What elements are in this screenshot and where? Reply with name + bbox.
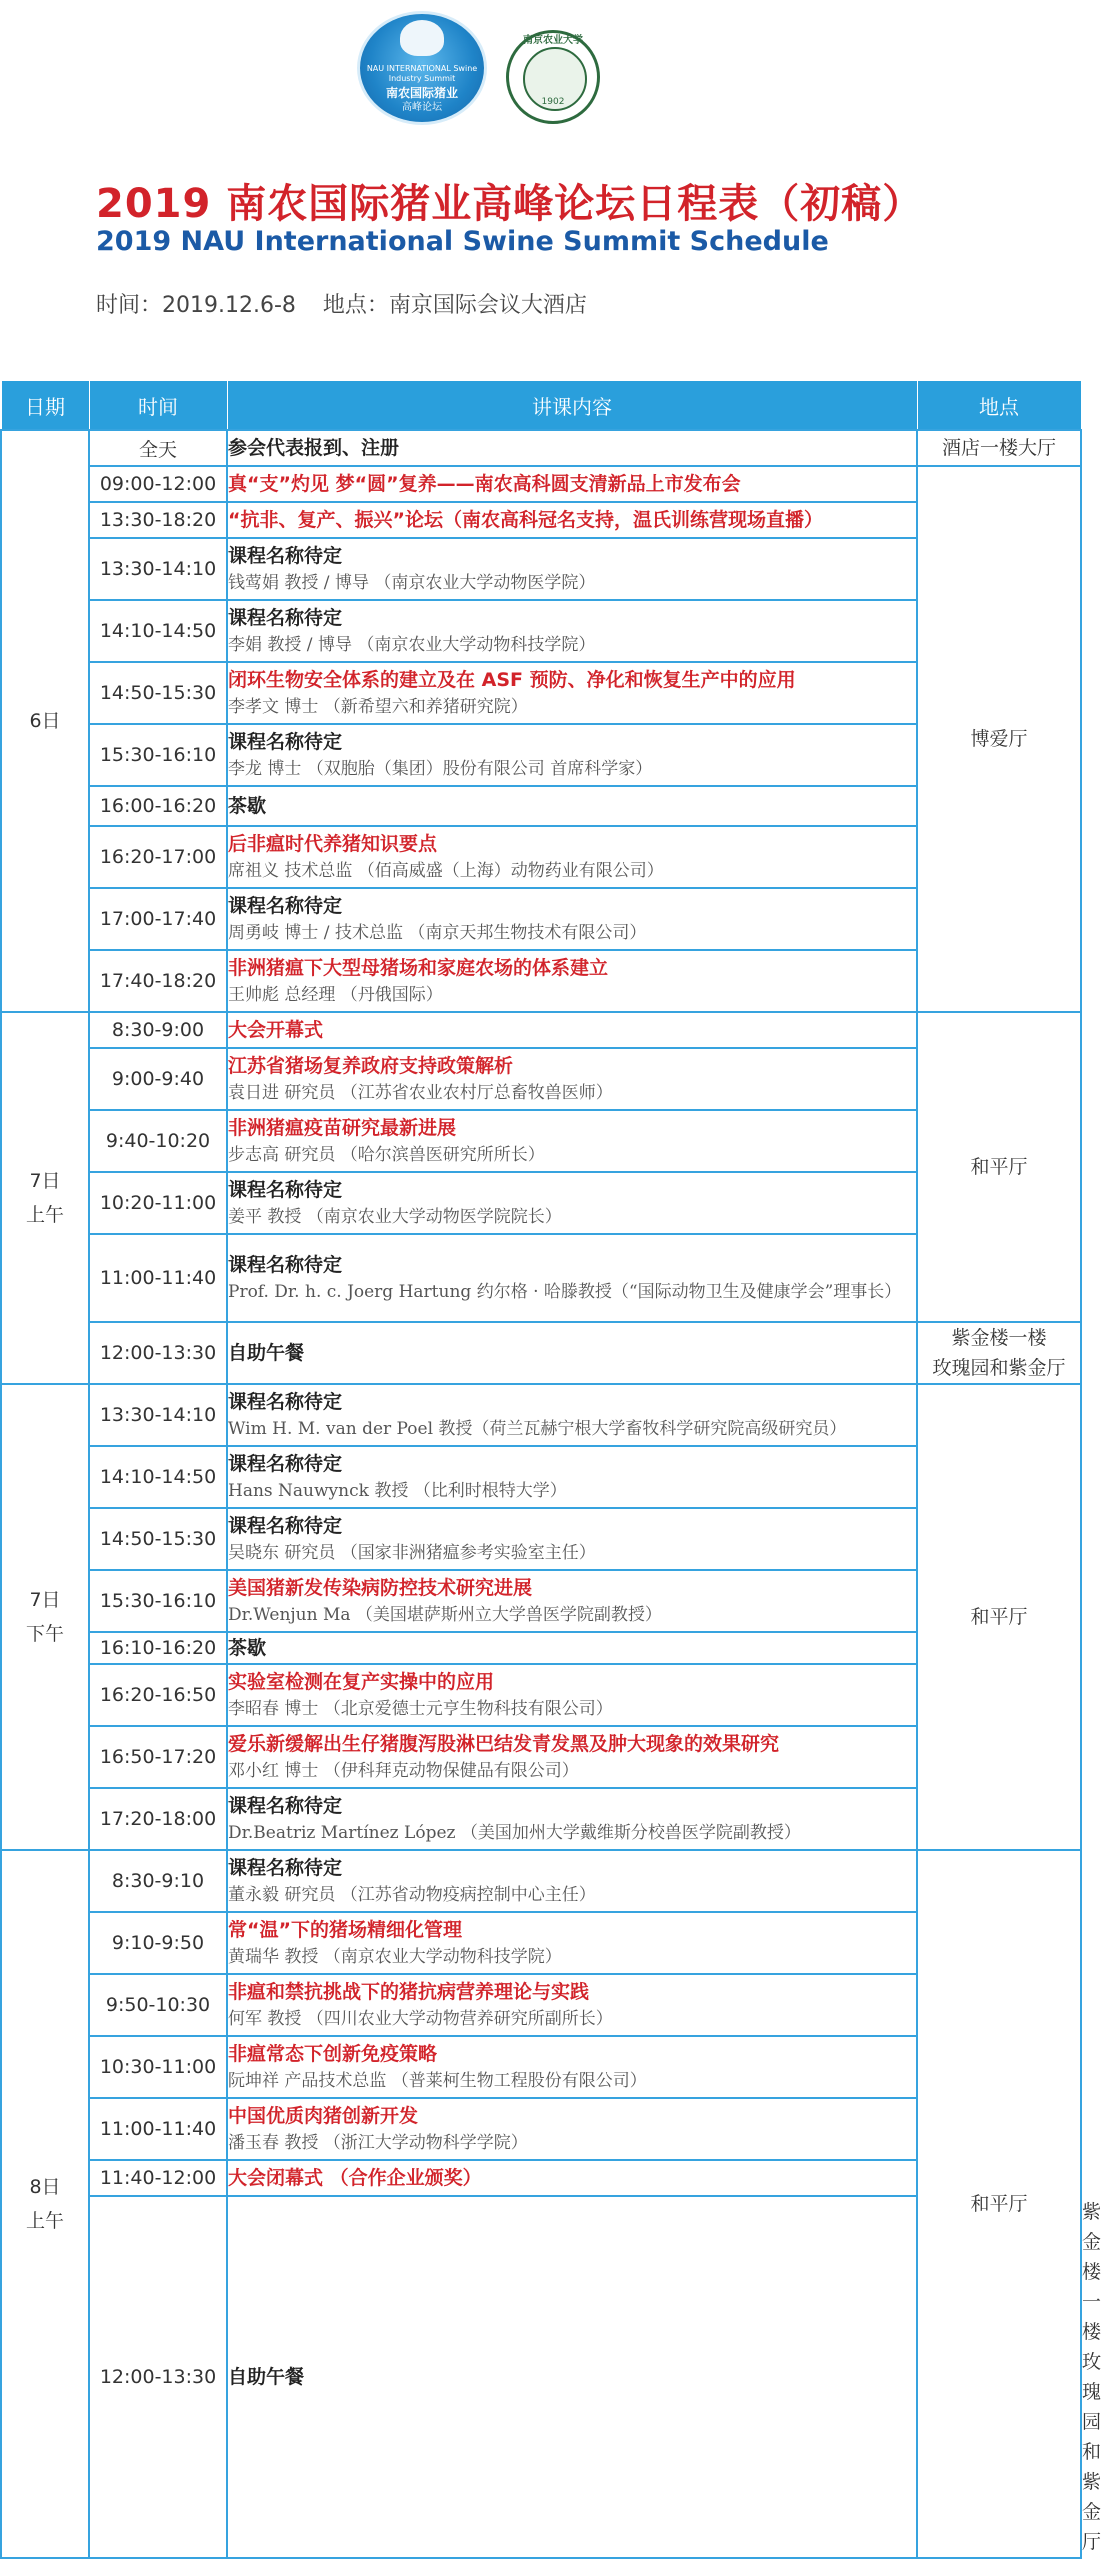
content-cell (227, 724, 917, 786)
content-cell (227, 2098, 917, 2160)
session-title: 课程名称待定 (228, 1254, 343, 1276)
session-title: 闭环生物安全体系的建立及在 ASF 预防、净化和恢复生产中的应用 (228, 669, 796, 691)
time-cell: 11:40-12:00 (89, 2160, 227, 2196)
session-title: 中国优质肉猪创新开发 (228, 2105, 419, 2127)
content-cell (227, 1048, 917, 1110)
session-title: 课程名称待定 (228, 1857, 343, 1879)
session-title: 课程名称待定 (228, 1795, 343, 1817)
time-cell: 17:40-18:20 (89, 950, 227, 1012)
time-cell: 14:10-14:50 (89, 1446, 227, 1508)
content-cell (227, 786, 917, 826)
time-cell: 11:00-11:40 (89, 2098, 227, 2160)
page-title: 2019 南农国际猪业高峰论坛日程表（初稿） (96, 181, 924, 227)
university-seal (506, 30, 600, 124)
speaker: 董永毅 研究员 （江苏省动物疫病控制中心主任） (228, 1885, 596, 1905)
content-cell (227, 2196, 917, 2558)
content-cell (227, 1322, 917, 1384)
session-title: 美国猪新发传染病防控技术研究进展 (228, 1577, 533, 1599)
content-cell (227, 950, 917, 1012)
content-cell (227, 1974, 917, 2036)
logo-area (0, 14, 1080, 124)
content-cell (227, 826, 917, 888)
summit-logo-cn-2: 高峰论坛 (402, 102, 442, 113)
session-title: 非洲猪瘟下大型母猪场和家庭农场的体系建立 (228, 957, 609, 979)
speaker: 吴晓东 研究员 （国家非洲猪瘟参考实验室主任） (228, 1543, 596, 1563)
time-cell: 15:30-16:10 (89, 724, 227, 786)
speaker: 李昭春 博士 （北京爱德士元亨生物科技有限公司） (228, 1699, 613, 1719)
place-cell: 和平厅 (917, 1850, 1081, 2558)
content-cell (227, 1012, 917, 1048)
speaker: 黄瑞华 教授 （南京农业大学动物科技学院） (228, 1947, 562, 1967)
speaker: Wim H. M. van der Poel 教授（荷兰瓦赫宁根大学畜牧科学研究院高级研究员） (228, 1419, 847, 1439)
date-cell: 7日 上午 (1, 1012, 89, 1384)
time-cell: 16:50-17:20 (89, 1726, 227, 1788)
pig-mascot-icon (400, 20, 444, 56)
session-title: 课程名称待定 (228, 1515, 343, 1537)
content-cell (227, 662, 917, 724)
time-cell: 9:50-10:30 (89, 1974, 227, 2036)
university-seal-year: 1902 (541, 97, 565, 107)
session-title: 江苏省猪场复养政府支持政策解析 (228, 1055, 514, 1077)
content-cell (227, 888, 917, 950)
content-cell (227, 1850, 917, 1912)
time-cell: 10:20-11:00 (89, 1172, 227, 1234)
speaker: Prof. Dr. h. c. Joerg Hartung 约尔格 · 哈滕教授（“国际动物卫生及健康学会”理事长） (228, 1282, 902, 1302)
time-cell: 14:50-15:30 (89, 1508, 227, 1570)
content-cell (227, 2160, 917, 2196)
speaker: 李娟 教授 / 博导 （南京农业大学动物科技学院） (228, 635, 596, 655)
place-cell: 和平厅 (917, 1384, 1081, 1850)
speaker: Dr.Beatriz Martínez López （美国加州大学戴维斯分校兽医学院副教授） (228, 1823, 801, 1843)
col-header-date: 日期 (1, 381, 89, 431)
event-time: 时间：2019.12.6-8 (96, 293, 296, 318)
date-cell: 6日 (1, 430, 89, 1012)
speaker: 席祖义 技术总监 （佰高威盛（上海）动物药业有限公司） (228, 861, 664, 881)
time-cell: 17:20-18:00 (89, 1788, 227, 1850)
date-cell: 7日 下午 (1, 1384, 89, 1850)
content-cell (227, 1508, 917, 1570)
content-cell (227, 1110, 917, 1172)
session-title: 实验室检测在复产实操中的应用 (228, 1671, 495, 1693)
table-header-row (1, 381, 1081, 431)
table-row (1, 466, 1081, 502)
speaker: 何军 教授 （四川农业大学动物营养研究所副所长） (228, 2009, 613, 2029)
time-cell: 10:30-11:00 (89, 2036, 227, 2098)
speaker: 阮坤祥 产品技术总监 （普莱柯生物工程股份有限公司） (228, 2071, 647, 2091)
session-title: 课程名称待定 (228, 1453, 343, 1475)
content-cell (227, 1788, 917, 1850)
content-cell (227, 1912, 917, 1974)
session-title: 自助午餐 (228, 2366, 305, 2388)
content-cell (227, 538, 917, 600)
content-cell (227, 1570, 917, 1632)
session-title: 参会代表报到、注册 (228, 437, 400, 459)
table-row (1, 430, 1081, 466)
session-title: 茶歇 (228, 1637, 267, 1659)
session-title: 非瘟常态下创新免疫策略 (228, 2043, 438, 2065)
col-header-content: 讲课内容 (227, 381, 917, 431)
session-title: 课程名称待定 (228, 1391, 343, 1413)
speaker: 钱莺娟 教授 / 博导 （南京农业大学动物医学院） (228, 573, 596, 593)
schedule-table (0, 380, 1101, 2559)
content-cell (227, 1664, 917, 1726)
time-cell: 16:10-16:20 (89, 1632, 227, 1664)
time-cell: 全天 (89, 430, 227, 466)
session-title: “抗非、复产、振兴”论坛（南农高科冠名支持，温氏训练营现场直播） (228, 509, 823, 531)
speaker: 袁日进 研究员 （江苏省农业农村厅总畜牧兽医师） (228, 1083, 613, 1103)
summit-logo-en: NAU INTERNATIONAL Swine Industry Summit (366, 64, 478, 83)
summit-logo-cn: 南农国际猪业 (385, 86, 458, 100)
time-cell: 17:00-17:40 (89, 888, 227, 950)
table-row (1, 1384, 1081, 1446)
time-cell: 9:10-9:50 (89, 1912, 227, 1974)
event-meta (96, 288, 607, 319)
time-cell: 13:30-18:20 (89, 502, 227, 538)
time-cell: 12:00-13:30 (89, 2196, 227, 2558)
place-cell: 和平厅 (917, 1012, 1081, 1322)
speaker: 李孝文 博士 （新希望六和养猪研究院） (228, 697, 528, 717)
col-header-place: 地点 (917, 381, 1081, 431)
content-cell (227, 2036, 917, 2098)
time-cell: 13:30-14:10 (89, 538, 227, 600)
time-cell: 14:50-15:30 (89, 662, 227, 724)
table-row (1, 1322, 1081, 1384)
session-title: 常“温”下的猪场精细化管理 (228, 1919, 462, 1941)
time-cell: 12:00-13:30 (89, 1322, 227, 1384)
session-title: 非洲猪瘟疫苗研究最新进展 (228, 1117, 457, 1139)
table-row: 12:00-13:30 自助午餐 紫金楼一楼 玫瑰园和紫金厅 (1, 2196, 1081, 2558)
page-subtitle: 2019 NAU International Swine Summit Schedule (96, 226, 829, 257)
speaker: 李龙 博士 （双胞胎（集团）股份有限公司 首席科学家） (228, 759, 653, 779)
session-title: 大会闭幕式 （合作企业颁奖） (228, 2167, 482, 2189)
session-title: 非瘟和禁抗挑战下的猪抗病营养理论与实践 (228, 1981, 590, 2003)
content-cell (227, 1446, 917, 1508)
session-title: 课程名称待定 (228, 545, 343, 567)
speaker: Hans Nauwynck 教授 （比利时根特大学） (228, 1481, 567, 1501)
speaker: Dr.Wenjun Ma （美国堪萨斯州立大学兽医学院副教授） (228, 1605, 662, 1625)
time-cell: 13:30-14:10 (89, 1384, 227, 1446)
content-cell (227, 1632, 917, 1664)
place-cell: 酒店一楼大厅 (917, 430, 1081, 466)
speaker: 姜平 教授 （南京农业大学动物医学院院长） (228, 1207, 562, 1227)
time-cell: 15:30-16:10 (89, 1570, 227, 1632)
session-title: 课程名称待定 (228, 607, 343, 629)
content-cell (227, 466, 917, 502)
session-title: 爱乐新缓解出生仔猪腹泻股淋巴结发青发黑及肿大现象的效果研究 (228, 1733, 780, 1755)
time-cell: 14:10-14:50 (89, 600, 227, 662)
session-title: 课程名称待定 (228, 1179, 343, 1201)
col-header-time: 时间 (89, 381, 227, 431)
content-cell (227, 1234, 917, 1322)
session-title: 真“支”灼见 梦“圆”复养——南农高科圆支清新品上市发布会 (228, 473, 741, 495)
content-cell (227, 502, 917, 538)
time-cell: 11:00-11:40 (89, 1234, 227, 1322)
time-cell: 8:30-9:00 (89, 1012, 227, 1048)
speaker: 周勇岐 博士 / 技术总监 （南京天邦生物技术有限公司） (228, 923, 647, 943)
session-title: 课程名称待定 (228, 895, 343, 917)
time-cell: 09:00-12:00 (89, 466, 227, 502)
speaker: 邓小红 博士 （伊科拜克动物保健品有限公司） (228, 1761, 579, 1781)
event-venue: 地点：南京国际会议大酒店 (322, 293, 587, 318)
session-title: 茶歇 (228, 795, 267, 817)
speaker: 步志高 研究员 （哈尔滨兽医研究所所长） (228, 1145, 545, 1165)
time-cell: 9:00-9:40 (89, 1048, 227, 1110)
session-title: 后非瘟时代养猪知识要点 (228, 833, 438, 855)
time-cell: 16:20-16:50 (89, 1664, 227, 1726)
table-row (1, 1850, 1081, 1912)
speaker: 潘玉春 教授 （浙江大学动物科学学院） (228, 2133, 528, 2153)
content-cell (227, 600, 917, 662)
university-seal-name: 南京农业大学 (523, 35, 583, 46)
table-row (1, 1012, 1081, 1048)
summit-logo (360, 14, 484, 122)
place-cell: 博爱厅 (917, 466, 1081, 1012)
session-title: 自助午餐 (228, 1342, 305, 1364)
speaker: 王帅彪 总经理 （丹俄国际） (228, 985, 443, 1005)
time-cell: 16:00-16:20 (89, 786, 227, 826)
content-cell (227, 1172, 917, 1234)
date-cell: 8日 上午 (1, 1850, 89, 2558)
content-cell (227, 1384, 917, 1446)
session-title: 课程名称待定 (228, 731, 343, 753)
session-title: 大会开幕式 (228, 1019, 324, 1041)
content-cell (227, 430, 917, 466)
time-cell: 9:40-10:20 (89, 1110, 227, 1172)
time-cell: 16:20-17:00 (89, 826, 227, 888)
place-cell: 紫金楼一楼 玫瑰园和紫金厅 (917, 1322, 1081, 1384)
time-cell: 8:30-9:10 (89, 1850, 227, 1912)
content-cell (227, 1726, 917, 1788)
